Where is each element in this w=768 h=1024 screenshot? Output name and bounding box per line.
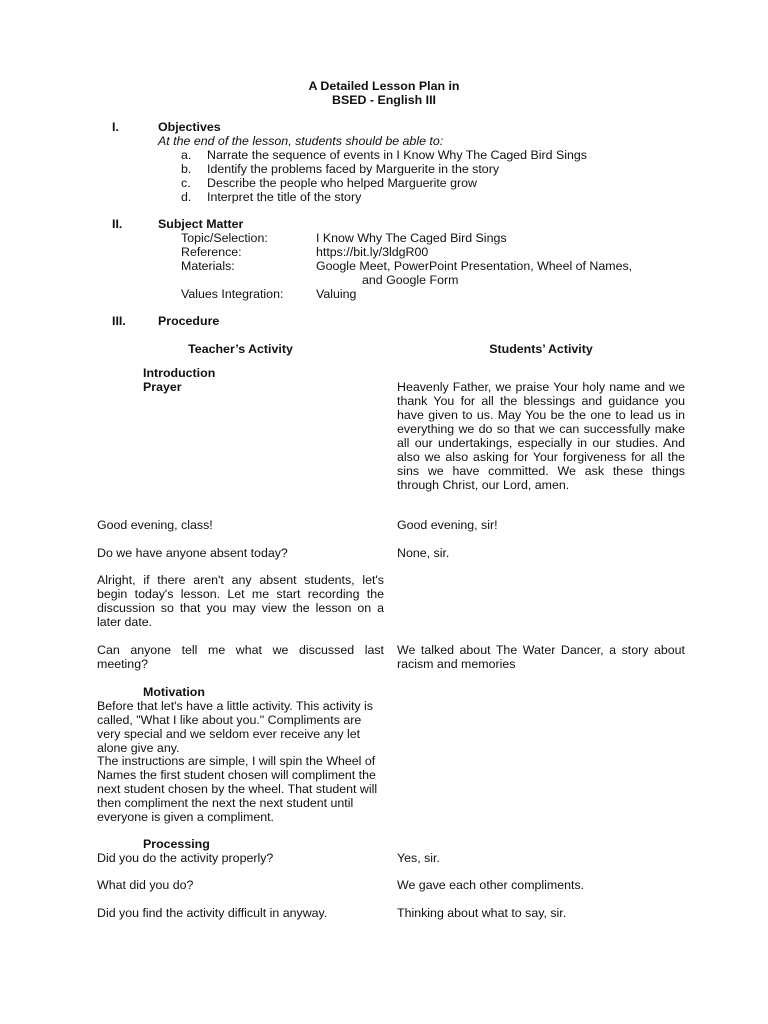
- subject-value-reference: https://bit.ly/3ldgR00: [316, 245, 429, 259]
- subject-value-materials: Google Meet, PowerPoint Presentation, Wheel of Names,: [316, 259, 633, 273]
- subject-label-materials: Materials:: [181, 259, 235, 273]
- subject-label-reference: Reference:: [181, 245, 242, 259]
- subheading-processing: Processing: [143, 837, 210, 851]
- teacher-activity-header: Teacher’s Activity: [188, 342, 293, 356]
- objective-letter: a.: [181, 148, 192, 162]
- section-numeral-subject-matter: II.: [112, 217, 123, 231]
- section-heading-objectives: Objectives: [158, 120, 221, 134]
- objective-text: Identify the problems faced by Marguerite in the story: [207, 162, 500, 176]
- teacher-line: Did you do the activity properly?: [97, 851, 274, 865]
- student-line: Good evening, sir!: [397, 518, 498, 532]
- subject-value-topic: I Know Why The Caged Bird Sings: [316, 231, 507, 245]
- title-line-2: BSED - English III: [332, 93, 436, 107]
- section-numeral-objectives: I.: [112, 120, 119, 134]
- subject-label-values: Values Integration:: [181, 287, 284, 301]
- teacher-line: Alright, if there aren't any absent students, let's begin today's lesson. Let me start recording the discussion so that you may view the lesson on a later date.: [97, 573, 384, 629]
- section-heading-subject-matter: Subject Matter: [158, 217, 244, 231]
- objective-letter: b.: [181, 162, 192, 176]
- subheading-introduction: Introduction: [143, 366, 216, 380]
- teacher-line: Can anyone tell me what we discussed last meeting?: [97, 643, 384, 671]
- subject-value-values: Valuing: [316, 287, 357, 301]
- students-activity-header: Students’ Activity: [489, 342, 593, 356]
- subject-value-materials-cont: and Google Form: [362, 273, 459, 287]
- title-line-1: A Detailed Lesson Plan in: [308, 79, 460, 93]
- section-numeral-procedure: III.: [112, 314, 126, 328]
- student-line: None, sir.: [397, 546, 450, 560]
- objective-letter: c.: [181, 176, 191, 190]
- teacher-line: Do we have anyone absent today?: [97, 546, 288, 560]
- objective-text: Describe the people who helped Marguerite grow: [207, 176, 477, 190]
- student-line: Yes, sir.: [397, 851, 440, 865]
- teacher-line: Good evening, class!: [97, 518, 213, 532]
- subheading-motivation: Motivation: [143, 685, 205, 699]
- teacher-line: What did you do?: [97, 878, 194, 892]
- subject-label-topic: Topic/Selection:: [181, 231, 268, 245]
- student-line: We talked about The Water Dancer, a story about racism and memories: [397, 643, 685, 671]
- objective-text: Interpret the title of the story: [207, 190, 362, 204]
- student-line: Thinking about what to say, sir.: [397, 906, 567, 920]
- prayer-text: Heavenly Father, we praise Your holy name and we thank You for all the blessings and guidance you have given to us. May You be the one to lead us in everything we do so that we can successfully make all our undertakings, especially in our studies. And also we also asking for Your forgiveness for all the sins we have committed. We ask these things through Christ, our Lord, amen.: [397, 380, 685, 492]
- subheading-prayer: Prayer: [143, 380, 182, 394]
- objectives-intro: At the end of the lesson, students should be able to:: [158, 134, 444, 148]
- teacher-line: Did you find the activity difficult in anyway.: [97, 906, 328, 920]
- student-line: We gave each other compliments.: [397, 878, 585, 892]
- motivation-text: Before that let's have a little activity. This activity is called, "What I like about you." Compliments are very special and we seldom ever receive any let alone give any.: [97, 699, 373, 755]
- section-heading-procedure: Procedure: [158, 314, 220, 328]
- objective-letter: d.: [181, 190, 192, 204]
- objective-text: Narrate the sequence of events in I Know Why The Caged Bird Sings: [207, 148, 587, 162]
- instructions-text: The instructions are simple, I will spin the Wheel of Names the first student chosen will compliment the next student chosen by the wheel. That student will then compliment the next the next student until everyone is given a compliment.: [97, 754, 378, 824]
